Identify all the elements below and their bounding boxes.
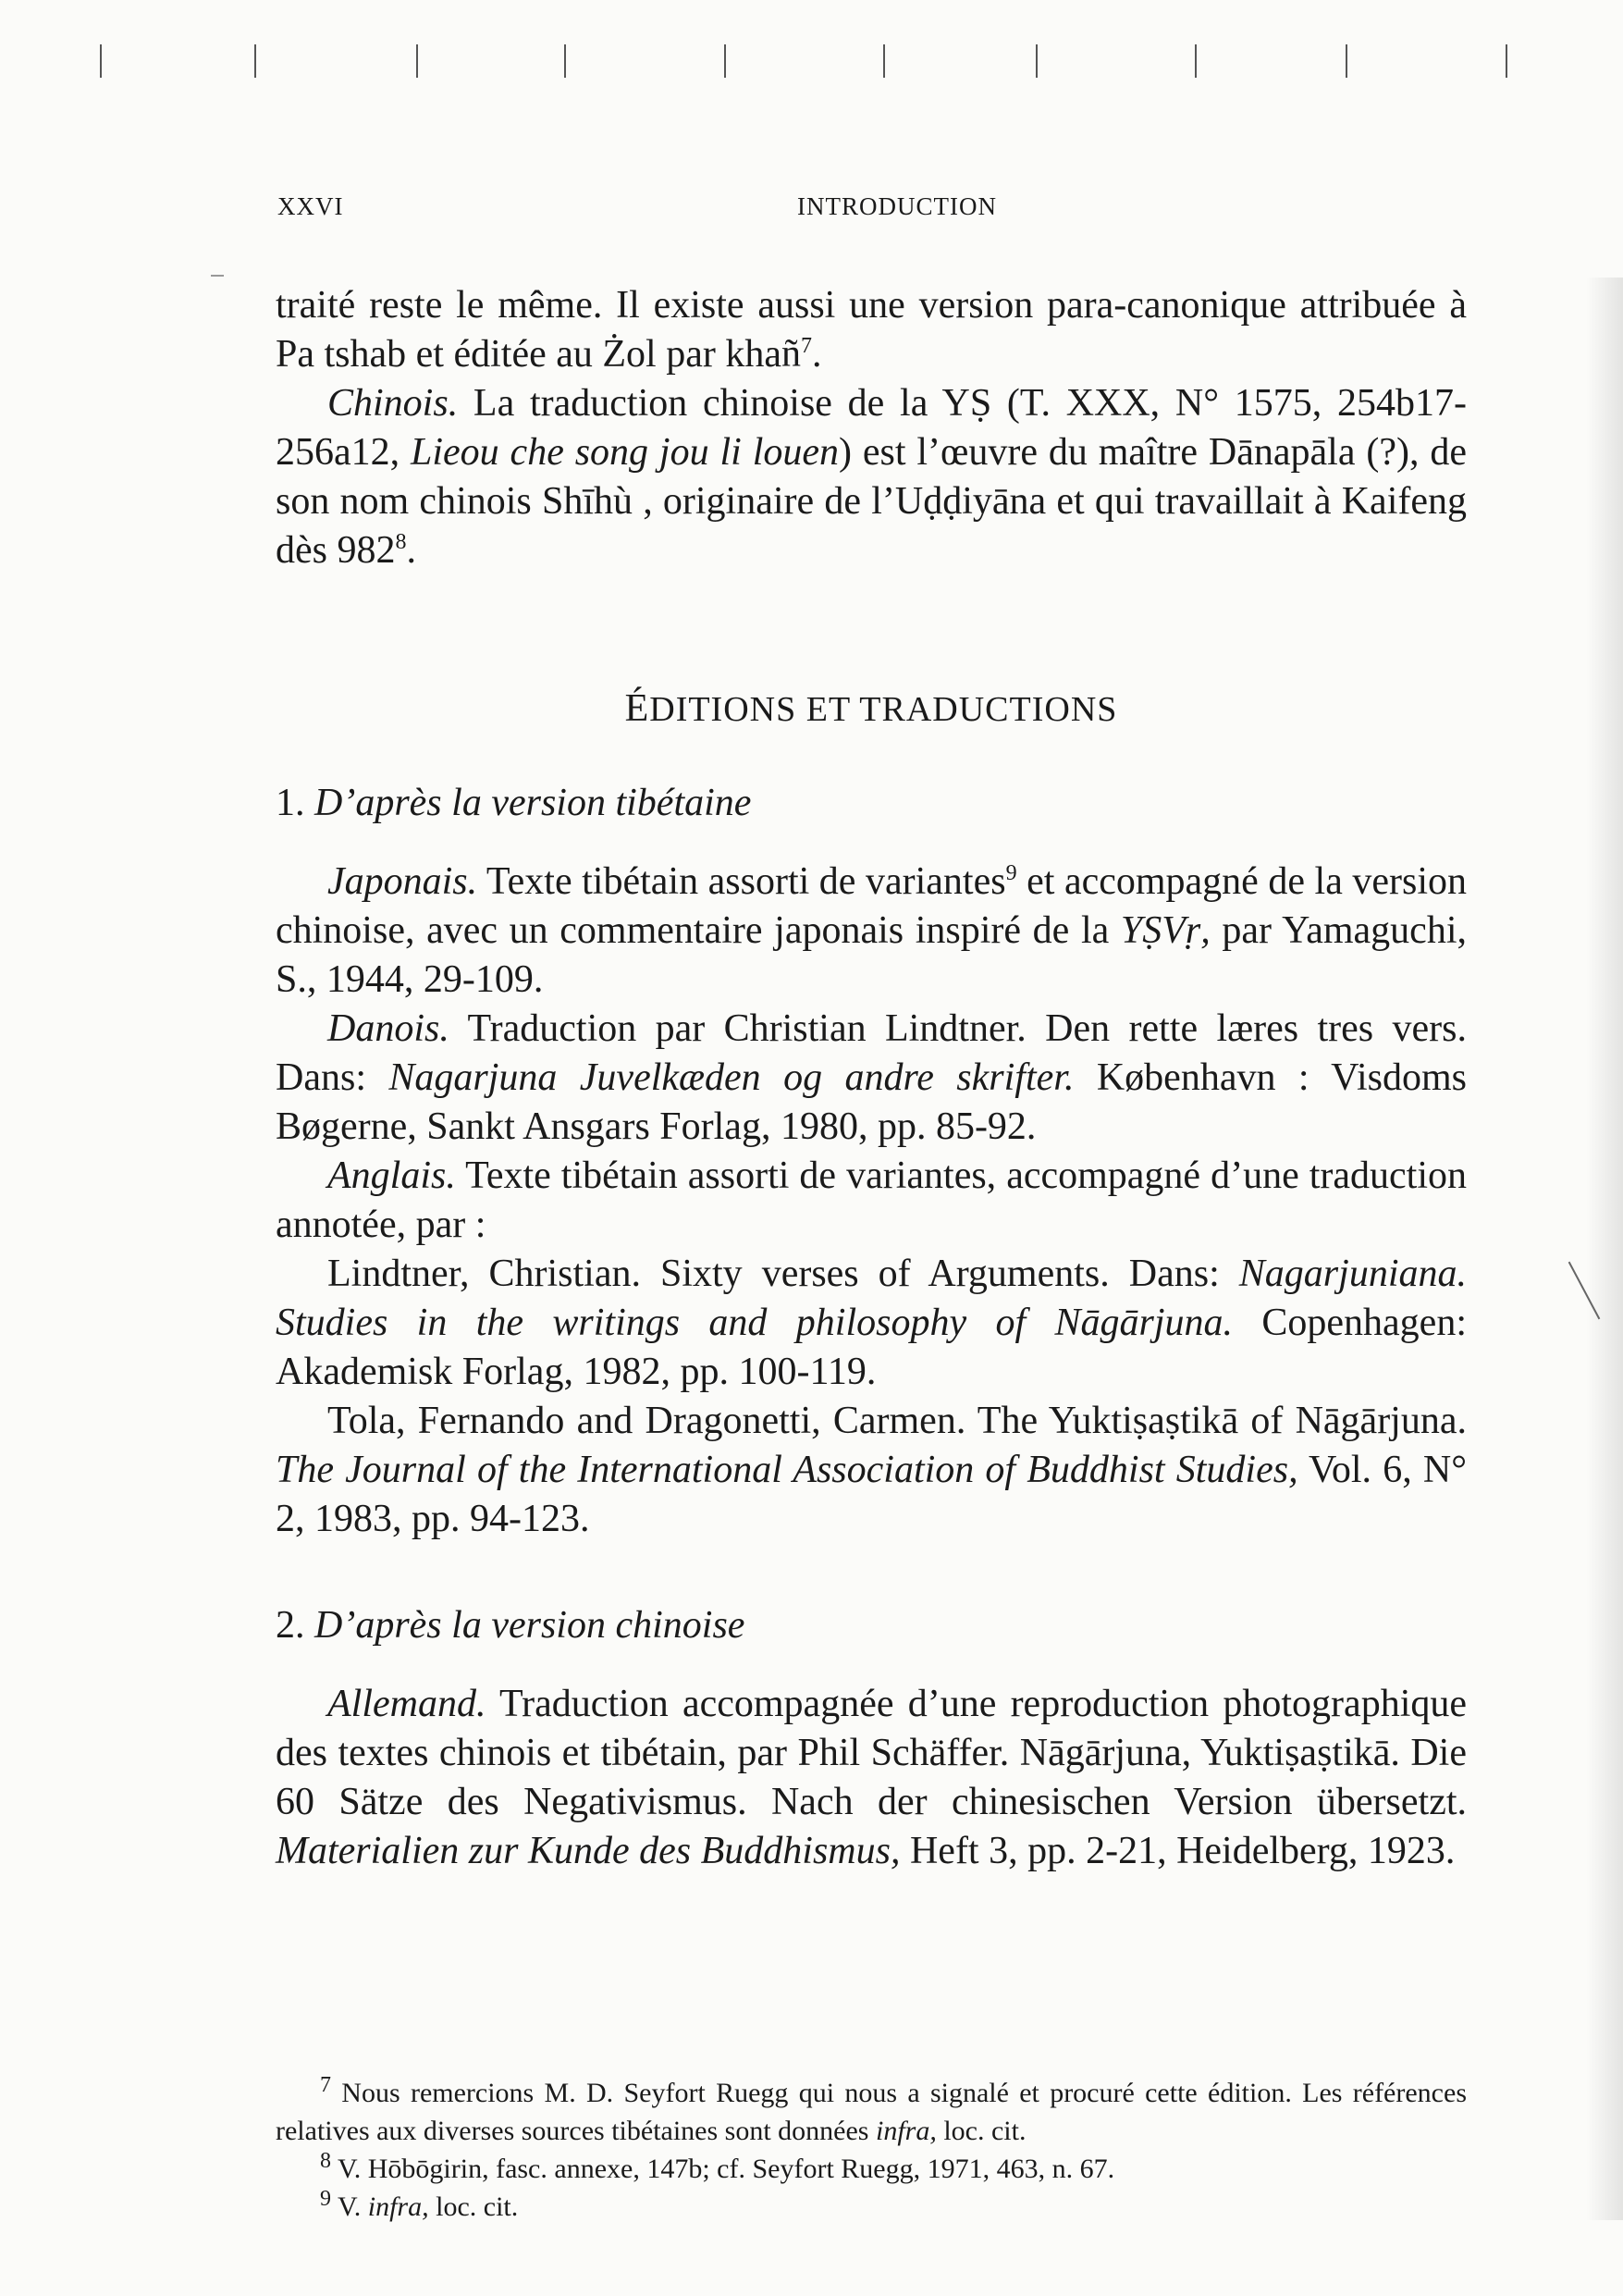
- subsection-title: D’après la version tibétaine: [314, 782, 752, 824]
- text: et accompagné de la version chinoise, avec un commentaire japonais inspiré de la: [276, 860, 1468, 952]
- paragraph: [276, 858, 1467, 1005]
- tick-mark: [1506, 44, 1507, 78]
- text: infra,: [367, 2191, 429, 2222]
- paragraph-label: Chinois.: [327, 382, 459, 425]
- footnotes: [276, 2074, 1467, 2226]
- page-edge-shadow: [1586, 278, 1623, 2220]
- tick-mark: [724, 44, 726, 78]
- text: par Yamaguchi, S., 1944, 29-109.: [276, 909, 1467, 1001]
- paragraph: [276, 1250, 1467, 1397]
- page-number: XXVI: [277, 192, 344, 220]
- section-heading: [276, 686, 1467, 731]
- text: traité reste le même. Il existe aussi une version para-canonique attribuée à Pa tshab et éditée au Żol par khañ: [276, 284, 1467, 376]
- paragraph-label: Danois.: [327, 1007, 449, 1050]
- paragraph: [276, 1005, 1467, 1152]
- text: Traduction par Christian Lindtner. Den rette læres tres vers. Dans:: [276, 1007, 1467, 1099]
- tick-mark: [254, 44, 256, 78]
- footnote-number: 8: [320, 2149, 331, 2173]
- running-header: [277, 192, 1461, 229]
- text: Nous remercions M. D. Seyfort Ruegg qui nous a signalé et procuré cette édition. Les références relatives aux diverses sources tibétaines sont données: [276, 2078, 1467, 2146]
- tibetan-editions: [276, 858, 1467, 1544]
- subsection-title: D’après la version chinoise: [314, 1604, 745, 1647]
- footnote-ref: 7: [800, 334, 812, 358]
- paragraph: [276, 379, 1467, 575]
- footnote-number: 7: [320, 2073, 331, 2097]
- chinese-editions: [276, 1680, 1467, 1876]
- paragraph-label: Allemand.: [327, 1683, 486, 1725]
- paragraph: [276, 1152, 1467, 1250]
- heading-initial: É: [624, 687, 650, 730]
- text: København : Visdoms Bøgerne, Sankt Ansgars Forlag, 1980, pp. 85-92.: [276, 1056, 1467, 1148]
- abbreviation: YṢVṛ,: [1120, 909, 1211, 952]
- paragraph: [276, 1397, 1467, 1544]
- tick-mark: [883, 44, 885, 78]
- text: loc. cit.: [936, 2116, 1027, 2146]
- heading-text: DITIONS ET TRADUCTIONS: [649, 690, 1118, 729]
- text: Vol. 6, N° 2, 1983, pp. 94-123.: [276, 1449, 1467, 1540]
- footnote: [276, 2074, 1467, 2150]
- paragraph-label: Anglais.: [327, 1154, 456, 1197]
- work-title: Materialien zur Kunde des Buddhismus,: [276, 1830, 901, 1872]
- tick-mark: [100, 44, 102, 78]
- text: Copenhagen: Akademisk Forlag, 1982, pp. 100-119.: [276, 1302, 1467, 1393]
- paragraph-label: Japonais.: [327, 860, 478, 903]
- work-title: Nagarjuniana. Studies in the writings and philosophy of Nāgārjuna.: [276, 1253, 1467, 1344]
- text: Tola, Fernando and Dragonetti, Carmen. The Yuktiṣaṣtikā of Nāgārjuna.: [327, 1400, 1467, 1442]
- subsection-number: 2.: [276, 1604, 314, 1647]
- work-title: Nagarjuna Juvelkæden og andre skrifter.: [388, 1056, 1075, 1099]
- text: V. Hōbōgirin, fasc. annexe, 147b; cf. Seyfort Ruegg, 1971, 463, n. 67.: [331, 2154, 1115, 2184]
- footnote-number: 9: [320, 2187, 331, 2211]
- footnote-ref: 8: [395, 530, 407, 554]
- text: Texte tibétain assorti de variantes, accompagné d’une traduction annotée, par :: [276, 1154, 1467, 1246]
- tick-mark: [1346, 44, 1347, 78]
- text: ) est l’œuvre du maître Dānapāla (?), de son nom chinois Shīhù , originaire de l’Uḍḍiyāna et qui travaillait à Kaifeng dès 982: [276, 431, 1467, 572]
- subsection-heading: [276, 1603, 744, 1648]
- footnote: [276, 2150, 1467, 2188]
- work-title: Lieou che song jou li louen: [411, 431, 839, 474]
- tick-mark: [1036, 44, 1038, 78]
- scan-tick-marks: [0, 44, 1623, 81]
- text: Heft 3, pp. 2-21, Heidelberg, 1923.: [900, 1830, 1456, 1872]
- intro-text: [276, 281, 1467, 575]
- text: Traduction accompagnée d’une reproduction photographique des textes chinois et tibétain, par Phil Schäffer. Nāgārjuna, Yuktiṣaṣtikā. Die 60 Sätze des Negativismus. Nach der chinesischen Version übersetzt.: [276, 1683, 1467, 1823]
- footnote: [276, 2188, 1467, 2226]
- running-title: INTRODUCTION: [797, 192, 997, 220]
- text: V.: [331, 2191, 368, 2222]
- text: loc. cit.: [428, 2191, 519, 2222]
- tick-mark: [416, 44, 418, 78]
- subsection-number: 1.: [276, 782, 314, 824]
- work-title: The Journal of the International Association of Buddhist Studies,: [276, 1449, 1298, 1491]
- text: .: [406, 529, 416, 572]
- text: infra,: [875, 2116, 937, 2146]
- tick-mark: [1195, 44, 1197, 78]
- text: Texte tibétain assorti de variantes: [477, 860, 1006, 903]
- paragraph: [276, 1680, 1467, 1876]
- footnote-ref: 9: [1005, 861, 1017, 885]
- margin-mark: [211, 275, 224, 277]
- text: La traduction chinoise de la YṢ (T. XXX, N° 1575, 254b17-256a12,: [276, 382, 1467, 474]
- paragraph: [276, 281, 1467, 379]
- text: Lindtner, Christian. Sixty verses of Arguments. Dans:: [327, 1253, 1239, 1295]
- tick-mark: [564, 44, 566, 78]
- text: .: [811, 333, 822, 376]
- subsection-heading: [276, 781, 751, 825]
